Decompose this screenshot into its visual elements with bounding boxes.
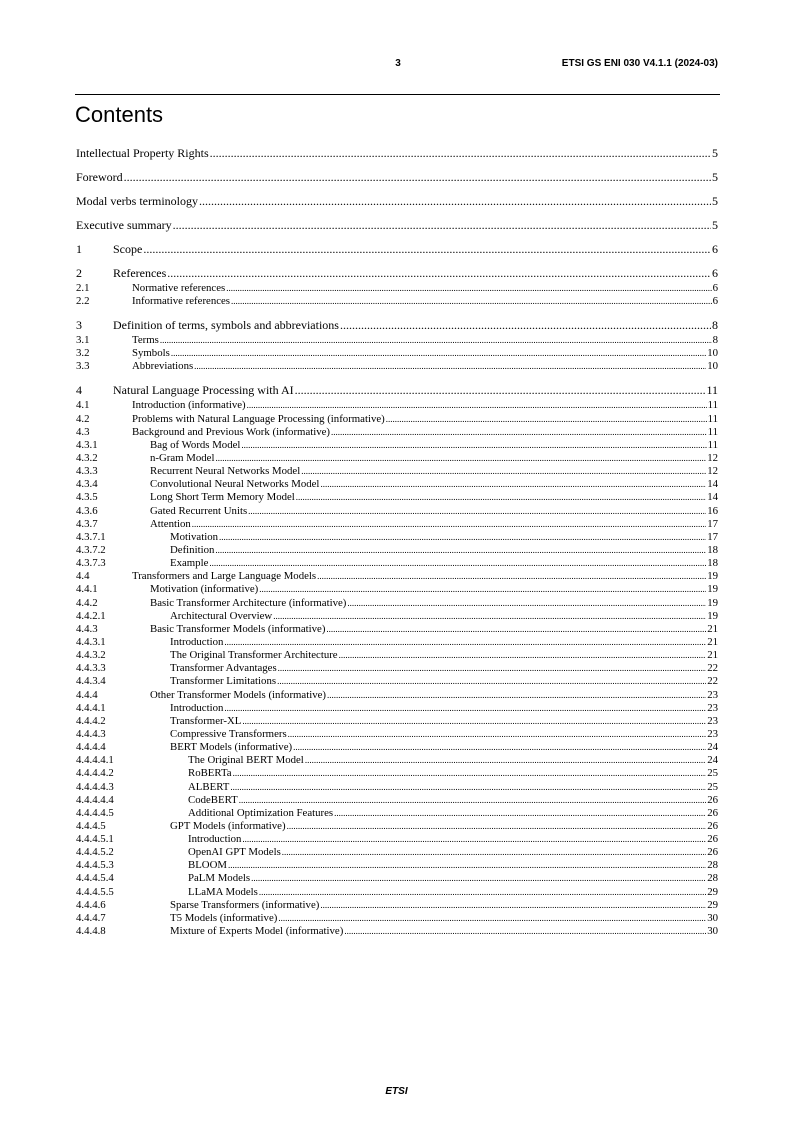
toc-entry-title: Definition of terms, symbols and abbreviations — [113, 318, 339, 333]
toc-entry[interactable] — [76, 833, 718, 846]
toc-entry-title: Introduction — [170, 701, 224, 714]
toc-entry-page: 28 — [707, 872, 718, 885]
toc-entry-number: 4.3.3 — [76, 465, 98, 478]
toc-entry-title: Transformers and Large Language Models — [132, 570, 317, 583]
toc-dot-leader — [326, 623, 706, 636]
toc-entry-number: 4.3.7.1 — [76, 530, 106, 543]
footer-publisher: ETSI — [385, 1086, 408, 1097]
toc-dot-leader — [301, 465, 706, 478]
toc-entry-page: 24 — [707, 754, 718, 767]
table-of-contents — [76, 146, 718, 938]
toc-entry-page: 8 — [712, 318, 718, 333]
toc-dot-leader — [273, 610, 706, 623]
toc-entry[interactable] — [76, 728, 718, 741]
toc-entry[interactable] — [76, 439, 718, 452]
toc-entry-number: 2.2 — [76, 295, 90, 308]
toc-entry-title: Attention — [150, 517, 191, 530]
toc-entry-page: 5 — [712, 146, 718, 160]
toc-entry-title: PaLM Models — [188, 872, 251, 885]
toc-dot-leader — [288, 728, 707, 741]
toc-entry[interactable] — [76, 623, 718, 636]
toc-entry-title: n-Gram Model — [150, 451, 215, 464]
toc-entry-title: Motivation (informative) — [150, 583, 259, 596]
toc-entry[interactable] — [76, 846, 718, 859]
toc-entry[interactable] — [76, 702, 718, 715]
toc-entry-number: 4.4.4.4.5 — [76, 806, 114, 819]
toc-dot-leader — [219, 531, 706, 544]
toc-entry-page: 11 — [707, 412, 718, 425]
toc-entry-title: Basic Transformer Architecture (informative) — [150, 596, 347, 609]
toc-entry-number: 4.4.3 — [76, 622, 98, 635]
toc-entry-number: 4.4.3.4 — [76, 675, 106, 688]
toc-entry-page: 25 — [707, 767, 718, 780]
toc-entry-number: 4.4.4.1 — [76, 701, 106, 714]
toc-entry-page: 30 — [707, 925, 718, 938]
toc-entry-number: 4.3.2 — [76, 451, 98, 464]
toc-entry-title: LLaMA Models — [188, 885, 258, 898]
toc-entry-number: 4.4.3.3 — [76, 662, 106, 675]
toc-entry-number: 4.4.4.4.4 — [76, 793, 114, 806]
toc-entry-title: Terms — [132, 334, 159, 347]
toc-entry[interactable] — [76, 399, 718, 412]
toc-dot-leader — [160, 334, 712, 347]
toc-entry[interactable] — [76, 334, 718, 347]
toc-entry[interactable] — [76, 781, 718, 794]
toc-entry-number: 4.1 — [76, 399, 90, 412]
toc-dot-leader — [215, 452, 706, 465]
toc-dot-leader — [278, 662, 707, 675]
toc-entry[interactable] — [76, 478, 718, 491]
toc-entry-title: Transformer Advantages — [170, 662, 277, 675]
toc-entry-number: 4.4.4.5.4 — [76, 872, 114, 885]
toc-entry-page: 19 — [707, 570, 718, 583]
toc-entry-page: 18 — [707, 543, 718, 556]
toc-entry-page: 17 — [707, 517, 718, 530]
toc-entry-page: 18 — [707, 557, 718, 570]
toc-entry-number: 4.4.4.4.3 — [76, 780, 114, 793]
header-rule — [75, 94, 720, 95]
toc-entry-page: 8 — [712, 334, 718, 347]
toc-entry-page: 11 — [707, 399, 718, 412]
toc-entry[interactable] — [76, 820, 718, 833]
toc-entry[interactable] — [76, 859, 718, 872]
toc-entry-page: 16 — [707, 504, 718, 517]
toc-entry-number: 4.4.2 — [76, 596, 98, 609]
toc-entry-page: 19 — [707, 583, 718, 596]
toc-entry[interactable] — [76, 807, 718, 820]
toc-entry-title: Foreword — [76, 170, 123, 184]
toc-entry-title: GPT Models (informative) — [170, 819, 286, 832]
toc-dot-leader — [231, 295, 712, 308]
toc-entry-number: 4.4.4.4 — [76, 741, 106, 754]
toc-entry-page: 11 — [707, 438, 718, 451]
toc-entry-page: 26 — [707, 846, 718, 859]
toc-dot-leader — [287, 820, 707, 833]
toc-dot-leader — [282, 846, 706, 859]
toc-dot-leader — [259, 583, 706, 596]
toc-entry-page: 6 — [712, 242, 718, 256]
toc-entry-title: The Original BERT Model — [188, 754, 304, 767]
toc-entry[interactable] — [76, 505, 718, 518]
toc-entry-page: 23 — [707, 688, 718, 701]
toc-entry-page: 19 — [707, 596, 718, 609]
toc-entry-title: Natural Language Processing with AI — [113, 383, 294, 398]
toc-entry-number: 4.3.4 — [76, 478, 98, 491]
toc-entry-page: 26 — [707, 819, 718, 832]
toc-entry-title: Gated Recurrent Units — [150, 504, 248, 517]
toc-entry[interactable] — [76, 886, 718, 899]
toc-entry-title: Transformer Limitations — [170, 675, 277, 688]
toc-dot-leader — [242, 833, 706, 846]
toc-entry-title: Basic Transformer Models (informative) — [150, 622, 326, 635]
toc-entry-page: 6 — [712, 282, 718, 294]
toc-entry-page: 19 — [707, 609, 718, 622]
toc-entry-number: 4.4.4.4.2 — [76, 767, 114, 780]
toc-entry-number: 4.3.1 — [76, 438, 98, 451]
toc-entry[interactable] — [76, 636, 718, 649]
toc-entry[interactable] — [76, 662, 718, 675]
toc-dot-leader — [259, 886, 706, 899]
toc-entry[interactable] — [76, 426, 718, 439]
toc-entry[interactable] — [76, 675, 718, 688]
toc-entry-page: 11 — [706, 383, 718, 398]
toc-entry[interactable] — [76, 531, 718, 544]
toc-dot-leader — [331, 426, 707, 439]
header-document-id: ETSI GS ENI 030 V4.1.1 (2024-03) — [561, 58, 718, 69]
toc-entry-page: 30 — [707, 911, 718, 924]
toc-entry[interactable] — [76, 794, 718, 807]
toc-entry-title: Other Transformer Models (informative) — [150, 688, 327, 701]
toc-dot-leader — [192, 518, 706, 531]
toc-entry[interactable] — [76, 715, 718, 728]
toc-entry[interactable] — [76, 518, 718, 531]
toc-entry[interactable] — [76, 741, 718, 754]
toc-entry[interactable] — [76, 318, 718, 332]
toc-entry-title: Normative references — [132, 282, 226, 294]
toc-entry[interactable] — [76, 899, 718, 912]
toc-dot-leader — [242, 715, 706, 728]
toc-entry-title: Bag of Words Model — [150, 438, 241, 451]
toc-entry-page: 24 — [707, 741, 718, 754]
toc-entry-page: 28 — [707, 859, 718, 872]
toc-entry-page: 26 — [707, 793, 718, 806]
toc-entry-number: 4.4.4.7 — [76, 911, 106, 924]
toc-entry-page: 21 — [707, 635, 718, 648]
toc-entry-title: Additional Optimization Features — [188, 806, 334, 819]
toc-entry-page: 5 — [712, 170, 718, 184]
toc-dot-leader — [334, 807, 706, 820]
toc-dot-leader — [327, 689, 706, 702]
toc-entry-title: Sparse Transformers (informative) — [170, 898, 320, 911]
toc-entry-title: Introduction — [188, 833, 242, 846]
toc-entry-page: 21 — [707, 622, 718, 635]
toc-entry-title: Transformer-XL — [170, 714, 242, 727]
toc-entry[interactable] — [76, 465, 718, 478]
toc-entry-number: 4.4.4.8 — [76, 925, 106, 938]
toc-entry-title: BLOOM — [188, 859, 227, 872]
toc-entry-number: 4 — [76, 383, 82, 398]
toc-entry-number: 4.4.4.6 — [76, 898, 106, 911]
toc-entry-title: Problems with Natural Language Processing (informative) — [132, 412, 385, 425]
toc-entry-page: 29 — [707, 898, 718, 911]
toc-entry-title: BERT Models (informative) — [170, 741, 293, 754]
toc-entry-number: 4.4.2.1 — [76, 609, 106, 622]
toc-dot-leader — [320, 899, 706, 912]
toc-entry[interactable] — [76, 282, 718, 295]
toc-entry[interactable] — [76, 649, 718, 662]
toc-entry-title: Introduction — [170, 635, 224, 648]
toc-entry-number: 4.3.6 — [76, 504, 98, 517]
toc-dot-leader — [143, 242, 711, 256]
toc-entry[interactable] — [76, 872, 718, 885]
toc-entry-number: 4.4.4 — [76, 688, 98, 701]
toc-entry-page: 26 — [707, 833, 718, 846]
toc-entry[interactable] — [76, 925, 718, 938]
toc-entry-page: 23 — [707, 701, 718, 714]
toc-entry[interactable] — [76, 146, 718, 160]
toc-dot-leader — [224, 702, 706, 715]
toc-entry-page: 12 — [707, 465, 718, 478]
toc-dot-leader — [226, 282, 711, 295]
toc-dot-leader — [167, 266, 711, 280]
toc-entry-number: 4.3.7.2 — [76, 543, 106, 556]
toc-entry-number: 4.4.1 — [76, 583, 98, 596]
header-page-number: 3 — [395, 58, 401, 69]
toc-entry[interactable] — [76, 767, 718, 780]
toc-entry-page: 14 — [707, 478, 718, 491]
toc-dot-leader — [344, 925, 706, 938]
toc-dot-leader — [293, 741, 706, 754]
toc-dot-leader — [317, 570, 706, 583]
toc-entry[interactable] — [76, 347, 718, 360]
toc-entry-title: Introduction (informative) — [132, 399, 246, 412]
toc-entry-title: Symbols — [132, 347, 170, 360]
toc-entry-number: 4.4.4.5.5 — [76, 885, 114, 898]
toc-entry-number: 4.4.3.2 — [76, 649, 106, 662]
toc-entry-title: Modal verbs terminology — [76, 194, 198, 208]
toc-dot-leader — [251, 872, 706, 885]
toc-dot-leader — [228, 859, 706, 872]
toc-entry-page: 29 — [707, 885, 718, 898]
toc-entry-number: 1 — [76, 242, 82, 256]
toc-entry-title: Convolutional Neural Networks Model — [150, 478, 320, 491]
toc-entry-number: 2.1 — [76, 282, 90, 294]
toc-dot-leader — [305, 754, 706, 767]
toc-entry-number: 4.2 — [76, 412, 90, 425]
toc-entry-title: RoBERTa — [188, 767, 232, 780]
toc-entry[interactable] — [76, 413, 718, 426]
toc-entry[interactable] — [76, 491, 718, 504]
toc-entry-title: OpenAI GPT Models — [188, 846, 281, 859]
toc-entry-number: 4.3.7 — [76, 517, 98, 530]
toc-entry-title: Executive summary — [76, 218, 172, 232]
toc-entry[interactable] — [76, 544, 718, 557]
toc-entry-page: 26 — [707, 806, 718, 819]
toc-dot-leader — [199, 194, 711, 208]
toc-dot-leader — [347, 597, 706, 610]
toc-entry-page: 5 — [712, 218, 718, 232]
toc-entry-title: Definition — [170, 543, 215, 556]
toc-dot-leader — [171, 347, 706, 360]
toc-entry-number: 3.1 — [76, 334, 90, 347]
toc-entry-page: 6 — [712, 295, 718, 308]
toc-dot-leader — [320, 478, 706, 491]
toc-entry-page: 22 — [707, 675, 718, 688]
toc-entry-title: T5 Models (informative) — [170, 911, 278, 924]
toc-entry-number: 4.4.4.5.2 — [76, 846, 114, 859]
toc-dot-leader — [209, 557, 706, 570]
toc-entry[interactable] — [76, 170, 718, 184]
toc-entry[interactable] — [76, 570, 718, 583]
toc-entry-title: Background and Previous Work (informative) — [132, 425, 331, 438]
toc-entry-number: 4.4.3.1 — [76, 635, 106, 648]
toc-entry[interactable] — [76, 557, 718, 570]
toc-entry[interactable] — [76, 610, 718, 623]
toc-entry[interactable] — [76, 383, 718, 397]
toc-dot-leader — [340, 318, 711, 332]
toc-entry[interactable] — [76, 583, 718, 596]
toc-dot-leader — [173, 218, 711, 232]
toc-dot-leader — [215, 544, 706, 557]
toc-entry-title: References — [113, 266, 167, 280]
toc-entry-page: 11 — [707, 425, 718, 438]
toc-entry-number: 4.3.5 — [76, 491, 98, 504]
toc-entry-title: Recurrent Neural Networks Model — [150, 465, 301, 478]
toc-entry-page: 17 — [707, 530, 718, 543]
toc-entry[interactable] — [76, 689, 718, 702]
toc-entry-number: 4.4.4.5.3 — [76, 859, 114, 872]
toc-dot-leader — [239, 794, 706, 807]
toc-entry-title: Abbreviations — [132, 360, 194, 373]
toc-entry-title: The Original Transformer Architecture — [170, 649, 338, 662]
toc-entry-number: 3.3 — [76, 360, 90, 373]
toc-entry-title: Intellectual Property Rights — [76, 146, 209, 160]
toc-entry-number: 4.4.4.2 — [76, 714, 106, 727]
toc-dot-leader — [247, 399, 707, 412]
toc-entry-title: ALBERT — [188, 780, 230, 793]
toc-entry-number: 4.3.7.3 — [76, 557, 106, 570]
toc-entry[interactable] — [76, 218, 718, 232]
toc-dot-leader — [241, 439, 706, 452]
toc-entry[interactable] — [76, 266, 718, 280]
toc-dot-leader — [295, 383, 706, 397]
toc-entry-title: Example — [170, 557, 209, 570]
toc-entry-title: Architectural Overview — [170, 609, 273, 622]
toc-entry-page: 23 — [707, 714, 718, 727]
toc-entry-page: 14 — [707, 491, 718, 504]
toc-entry-number: 3 — [76, 318, 82, 333]
toc-entry-title: Scope — [113, 242, 143, 256]
toc-entry-number: 4.4.4.3 — [76, 727, 106, 740]
toc-entry-number: 4.4.4.4.1 — [76, 754, 114, 767]
toc-entry-page: 25 — [707, 780, 718, 793]
toc-dot-leader — [194, 360, 706, 373]
toc-dot-leader — [296, 491, 706, 504]
toc-entry-title: Long Short Term Memory Model — [150, 491, 295, 504]
toc-entry-page: 6 — [712, 266, 718, 280]
toc-entry-number: 2 — [76, 266, 82, 280]
toc-dot-leader — [230, 781, 706, 794]
toc-dot-leader — [224, 636, 706, 649]
toc-entry-title: Motivation — [170, 530, 218, 543]
toc-dot-leader — [386, 413, 707, 426]
toc-dot-leader — [248, 505, 706, 518]
toc-dot-leader — [233, 767, 707, 780]
toc-entry[interactable] — [76, 597, 718, 610]
toc-entry-page: 23 — [707, 727, 718, 740]
toc-entry-page: 12 — [707, 451, 718, 464]
toc-entry-number: 4.3 — [76, 425, 90, 438]
toc-dot-leader — [210, 146, 711, 160]
toc-entry[interactable] — [76, 754, 718, 767]
toc-dot-leader — [277, 675, 706, 688]
toc-entry-number: 4.4.4.5.1 — [76, 833, 114, 846]
toc-entry-number: 3.2 — [76, 347, 90, 360]
toc-dot-leader — [278, 912, 706, 925]
toc-entry-number: 4.4 — [76, 570, 90, 583]
toc-entry-title: Mixture of Experts Model (informative) — [170, 925, 344, 938]
toc-entry[interactable] — [76, 912, 718, 925]
toc-entry-page: 10 — [707, 347, 718, 360]
toc-entry-title: Informative references — [132, 295, 231, 308]
toc-entry[interactable] — [76, 242, 718, 256]
toc-entry-page: 5 — [712, 194, 718, 208]
toc-entry[interactable] — [76, 452, 718, 465]
toc-entry[interactable] — [76, 360, 718, 373]
toc-entry-page: 21 — [707, 649, 718, 662]
toc-entry-title: CodeBERT — [188, 793, 238, 806]
toc-dot-leader — [339, 649, 707, 662]
toc-dot-leader — [124, 170, 711, 184]
toc-entry[interactable] — [76, 194, 718, 208]
toc-entry-number: 4.4.4.5 — [76, 819, 106, 832]
toc-entry-page: 10 — [707, 360, 718, 373]
toc-entry-title: Compressive Transformers — [170, 727, 287, 740]
toc-entry-page: 22 — [707, 662, 718, 675]
toc-entry[interactable] — [76, 295, 718, 308]
page-title: Contents — [75, 102, 164, 127]
